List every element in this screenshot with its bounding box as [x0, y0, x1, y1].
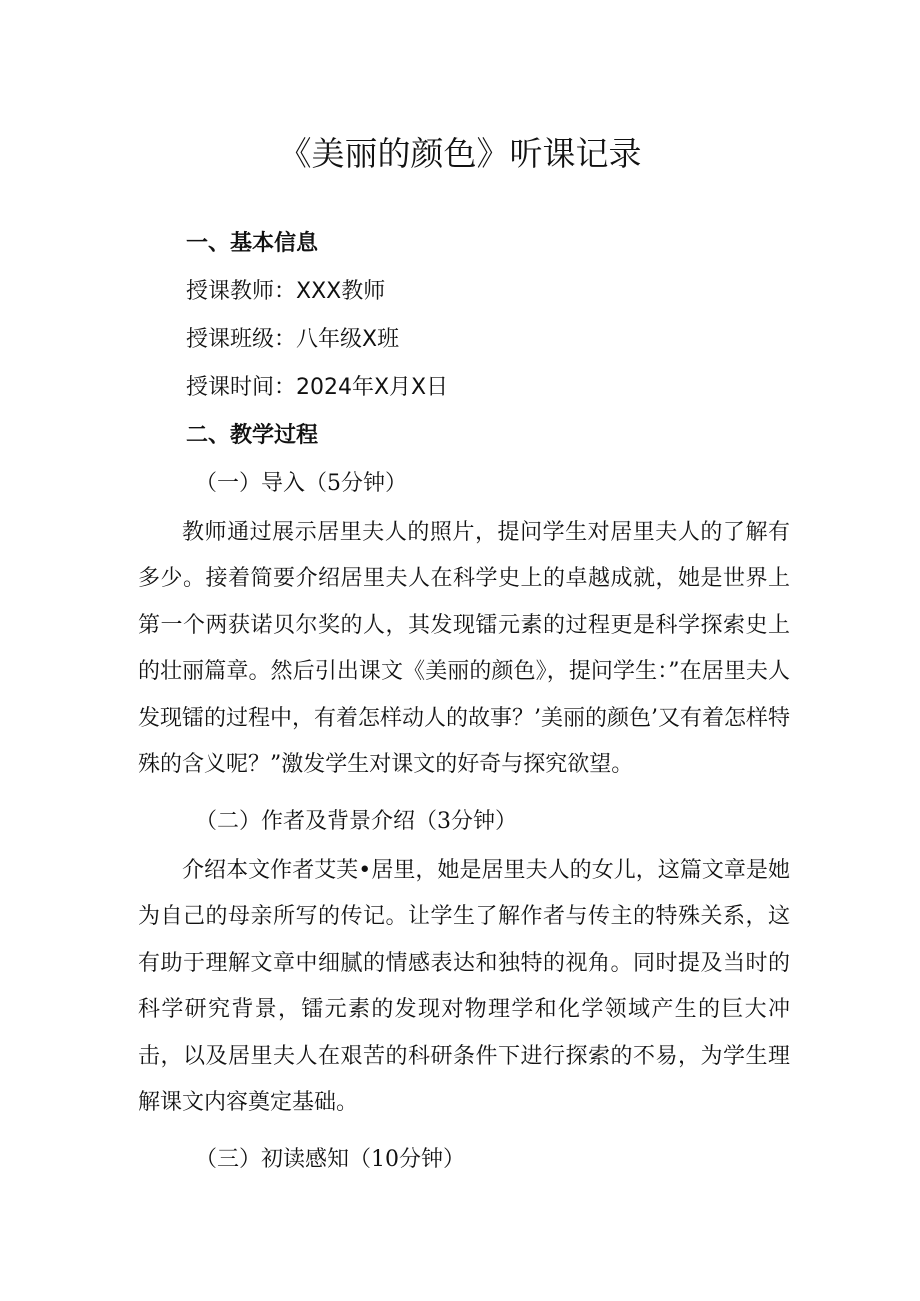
paragraph-author-background: 介绍本文作者艾芙•居里，她是居里夫人的女儿，这篇文章是她为自己的母亲所写的传记。让学生了解作者与传主的特殊关系，这有助于理解文章中细腻的情感表达和独特的视角。同时提及当时的科学研究背景，镭元素的发现对物理学和化学领域产生的巨大冲击，以及居里夫人在艰苦的科研条件下进行探索的不易，为学生理解课文内容奠定基础。: [138, 858, 790, 1116]
section-heading-basic-info: 一、基本信息: [186, 231, 319, 256]
time-info: 授课时间：2024年X月X日: [186, 375, 449, 400]
subsection-heading-intro: （一）导入（5分钟）: [195, 471, 407, 496]
document-title: 《美丽的颜色》听课记录: [278, 134, 642, 173]
class-info: 授课班级：八年级X班: [186, 327, 400, 352]
subsection-heading-author-background: （二）作者及背景介绍（3分钟）: [195, 809, 517, 834]
teacher-info: 授课教师：XXX教师: [186, 279, 386, 304]
subsection-heading-first-reading: （三）初读感知（10分钟）: [195, 1147, 465, 1172]
paragraph-intro: 教师通过展示居里夫人的照片，提问学生对居里夫人的了解有多少。接着简要介绍居里夫人在科学史上的卓越成就，她是世界上第一个两获诺贝尔奖的人，其发现镭元素的过程更是科学探索史上的壮丽篇章。然后引出课文《美丽的颜色》，提问学生：”在居里夫人发现镭的过程中，有着怎样动人的故事？’美丽的颜色’又有着怎样特殊的含义呢？”激发学生对课文的好奇与探究欲望。: [138, 520, 790, 778]
section-heading-teaching-process: 二、教学过程: [186, 423, 319, 448]
